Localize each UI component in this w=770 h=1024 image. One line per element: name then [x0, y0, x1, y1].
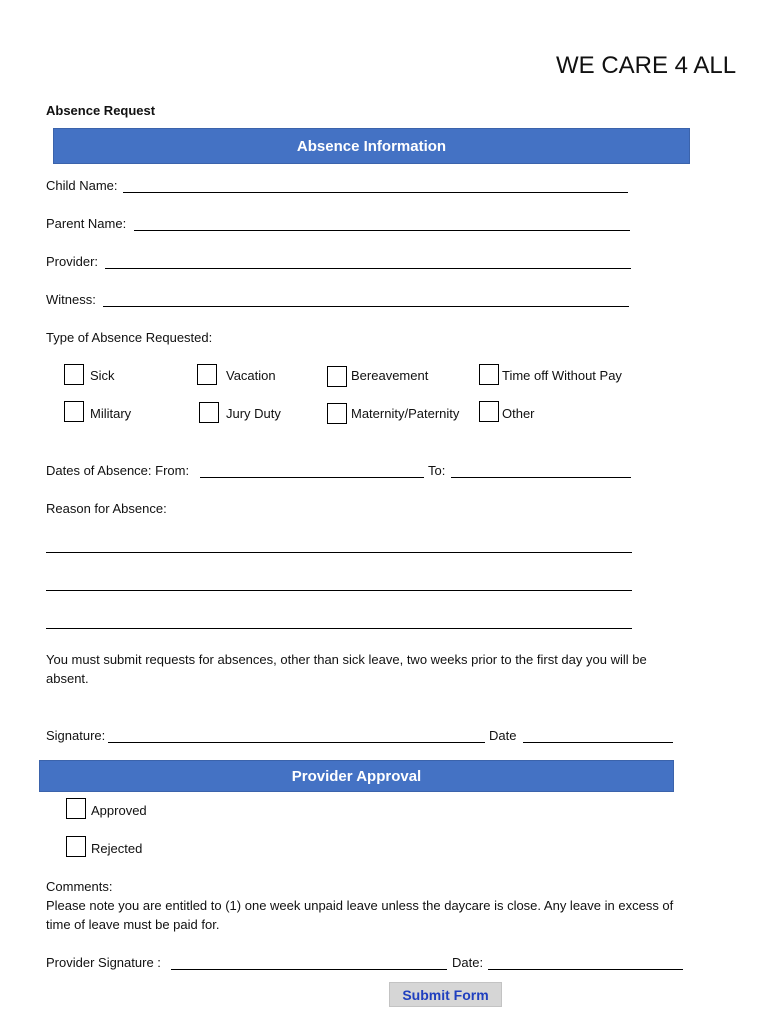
approved-label: Approved: [91, 803, 147, 818]
witness-label: Witness:: [46, 292, 96, 307]
dates-from-label: Dates of Absence: From:: [46, 463, 190, 478]
reason-label: Reason for Absence:: [46, 501, 167, 516]
absence-information-banner: Absence Information: [53, 128, 690, 164]
maternity-paternity-label: Maternity/Paternity: [351, 406, 460, 421]
bereavement-label: Bereavement: [351, 368, 429, 383]
bereavement-checkbox[interactable]: [327, 366, 347, 387]
comments-text-line-1: Please note you are entitled to (1) one week unpaid leave unless the daycare is close. Any leave in excess of: [46, 898, 674, 913]
vacation-checkbox[interactable]: [197, 364, 217, 385]
submit-form-button[interactable]: Submit Form: [389, 982, 502, 1007]
signature-field[interactable]: [108, 742, 485, 743]
child-name-field[interactable]: [123, 192, 628, 193]
provider-date-label: Date:: [452, 955, 484, 970]
sick-checkbox[interactable]: [64, 364, 84, 385]
provider-signature-field[interactable]: [171, 969, 447, 970]
document-title: Absence Request: [46, 103, 156, 118]
signature-date-field[interactable]: [523, 742, 673, 743]
jury-duty-label: Jury Duty: [226, 406, 281, 421]
rejected-label: Rejected: [91, 841, 143, 856]
sick-label: Sick: [90, 368, 115, 383]
date-from-field[interactable]: [200, 477, 424, 478]
signature-label: Signature:: [46, 728, 106, 743]
comments-label: Comments:: [46, 879, 113, 894]
approved-checkbox[interactable]: [66, 798, 86, 819]
provider-field[interactable]: [105, 268, 631, 269]
provider-label: Provider:: [46, 254, 99, 269]
maternity-paternity-checkbox[interactable]: [327, 403, 347, 424]
reason-line-2[interactable]: [46, 590, 632, 591]
rejected-checkbox[interactable]: [66, 836, 86, 857]
reason-line-3[interactable]: [46, 628, 632, 629]
witness-field[interactable]: [103, 306, 629, 307]
military-checkbox[interactable]: [64, 401, 84, 422]
parent-name-label: Parent Name:: [46, 216, 127, 231]
child-name-label: Child Name:: [46, 178, 118, 193]
parent-name-field[interactable]: [134, 230, 630, 231]
time-off-without-pay-label: Time off Without Pay: [502, 368, 622, 383]
other-checkbox[interactable]: [479, 401, 499, 422]
other-label: Other: [502, 406, 535, 421]
absence-type-label: Type of Absence Requested:: [46, 330, 213, 345]
vacation-label: Vacation: [226, 368, 276, 383]
time-off-without-pay-checkbox[interactable]: [479, 364, 499, 385]
reason-line-1[interactable]: [46, 552, 632, 553]
provider-signature-label: Provider Signature :: [46, 955, 161, 970]
company-name: WE CARE 4 ALL: [556, 52, 737, 79]
notice-text-continued: absent.: [46, 671, 89, 686]
notice-text: You must submit requests for absences, other than sick leave, two weeks prior to the first day you will be: [46, 652, 647, 667]
military-label: Military: [90, 406, 132, 421]
provider-approval-banner: Provider Approval: [39, 760, 674, 792]
signature-date-label: Date: [489, 728, 517, 743]
comments-text-line-2: time of leave must be paid for.: [46, 917, 220, 932]
dates-to-label: To:: [428, 463, 446, 478]
date-to-field[interactable]: [451, 477, 631, 478]
jury-duty-checkbox[interactable]: [199, 402, 219, 423]
provider-date-field[interactable]: [488, 969, 683, 970]
